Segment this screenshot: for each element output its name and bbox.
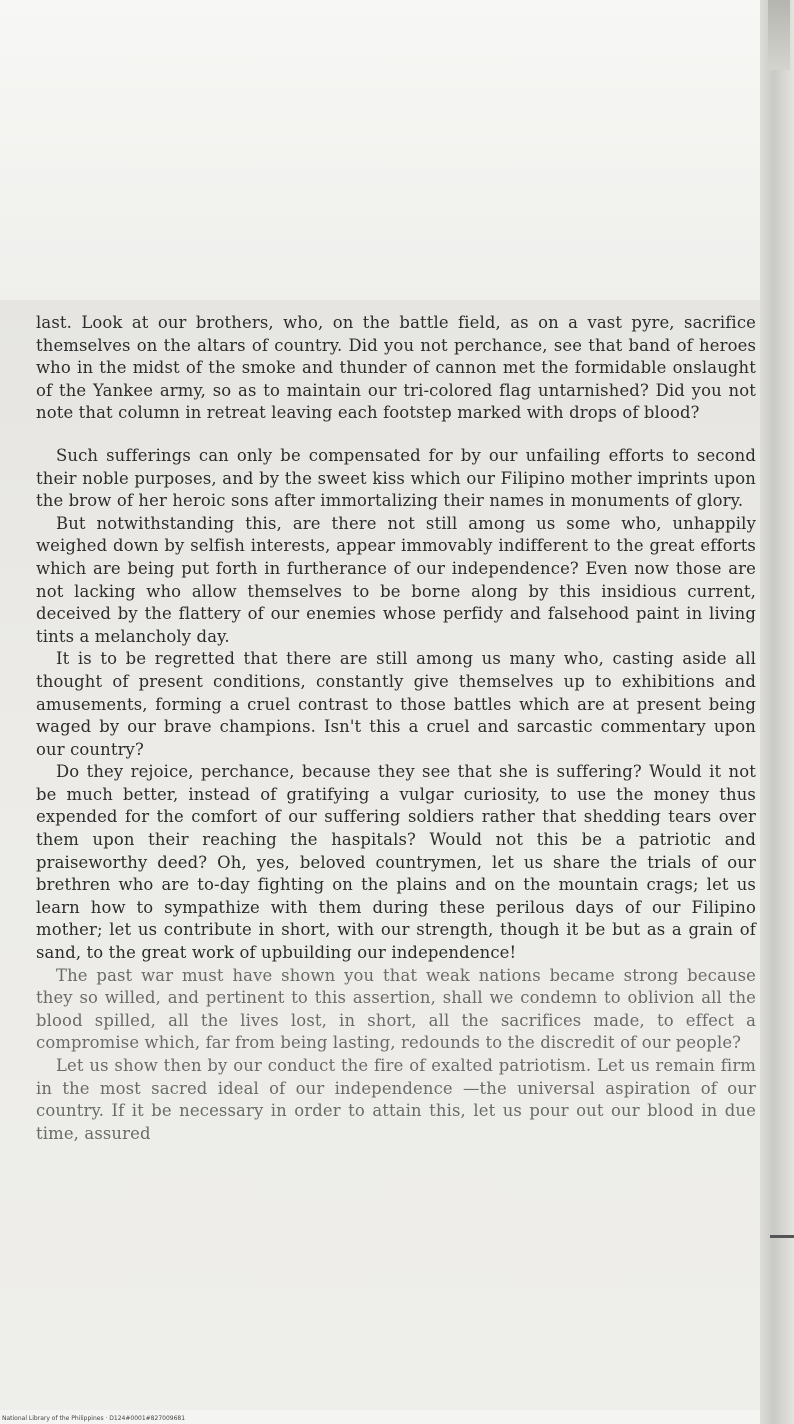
- paragraph-2: Such sufferings can only be compensated for by our unfailing efforts to second their noble purposes, and by the sweet kiss which our Filipino mother imprints upon the brow of her heroic sons after immortalizing their names in monuments of glory.: [36, 445, 756, 511]
- article-text: [36, 312, 756, 1145]
- scan-edge: [760, 0, 794, 1424]
- paragraph-4: It is to be regretted that there are still among us many who, casting aside all thought of present conditions, constantly give themselves up to exhibitions and amusements, forming a cruel contrast to those battles which are at present being waged by our brave champions. Isn't this a cruel and sarcastic commentary upon our country?: [36, 649, 756, 759]
- paragraph-5: Do they rejoice, perchance, because they see that she is suffering? Would it not be much better, instead of gratifying a vulgar curiosity, to use the money thus expended for the comfort of our suffering soldiers rather that shedding tears over them upon their reaching the haspitals? Would not this be a patriotic and praiseworthy deed? Oh, yes, beloved countrymen, let us share the trials of our brethren who are to-day fighting on the plains and on the mountain crags; let us learn how to sympathize with them during these perilous days of our Filipino mother; let us contribute in short, with our strength, though it be but as a grain of sand, to the great work of upbuilding our independence!: [36, 762, 756, 963]
- blank-page-area: [0, 0, 794, 300]
- paragraph-6: The past war must have shown you that weak nations became strong because they so willed, and pertinent to this assertion, shall we condemn to oblivion all the blood spilled, all the lives lost, in short, all the sacrifices made, to effect a compromise which, far from being lasting, redounds to the discredit of our people?: [36, 965, 756, 1053]
- edge-dash: [770, 1235, 794, 1238]
- paragraph-1: last. Look at our brothers, who, on the battle field, as on a vast pyre, sacrifice themselves on the altars of country. Did you not perchance, see that band of heroes who in the midst of the smoke and thunder of cannon met the formidable onslaught of the Yankee army, so as to maintain our tri-colored flag untarnished? Did you not note that column in retreat leaving each footstep marked with drops of blood?: [36, 313, 756, 423]
- scan-credit: National Library of the Philippines · D124#0001#827009681: [2, 1415, 186, 1422]
- paragraph-3: But notwithstanding this, are there not still among us some who, unhappily weighed down by selfish interests, appear immovably indifferent to the great efforts which are being put forth in furtherance of our independence? Even now those are not lacking who allow themselves to be borne along by this insidious current, deceived by the flattery of our enemies whose perfidy and falsehood paint in living tints a melancholy day.: [36, 513, 756, 646]
- paragraph-7: Let us show then by our conduct the fire of exalted patriotism. Let us remain firm in the most sacred ideal of our independence —the universal aspiration of our country. If it be necessary in order to attain this, let us pour out our blood in due time, assured: [36, 1056, 756, 1143]
- edge-mark: [768, 0, 790, 70]
